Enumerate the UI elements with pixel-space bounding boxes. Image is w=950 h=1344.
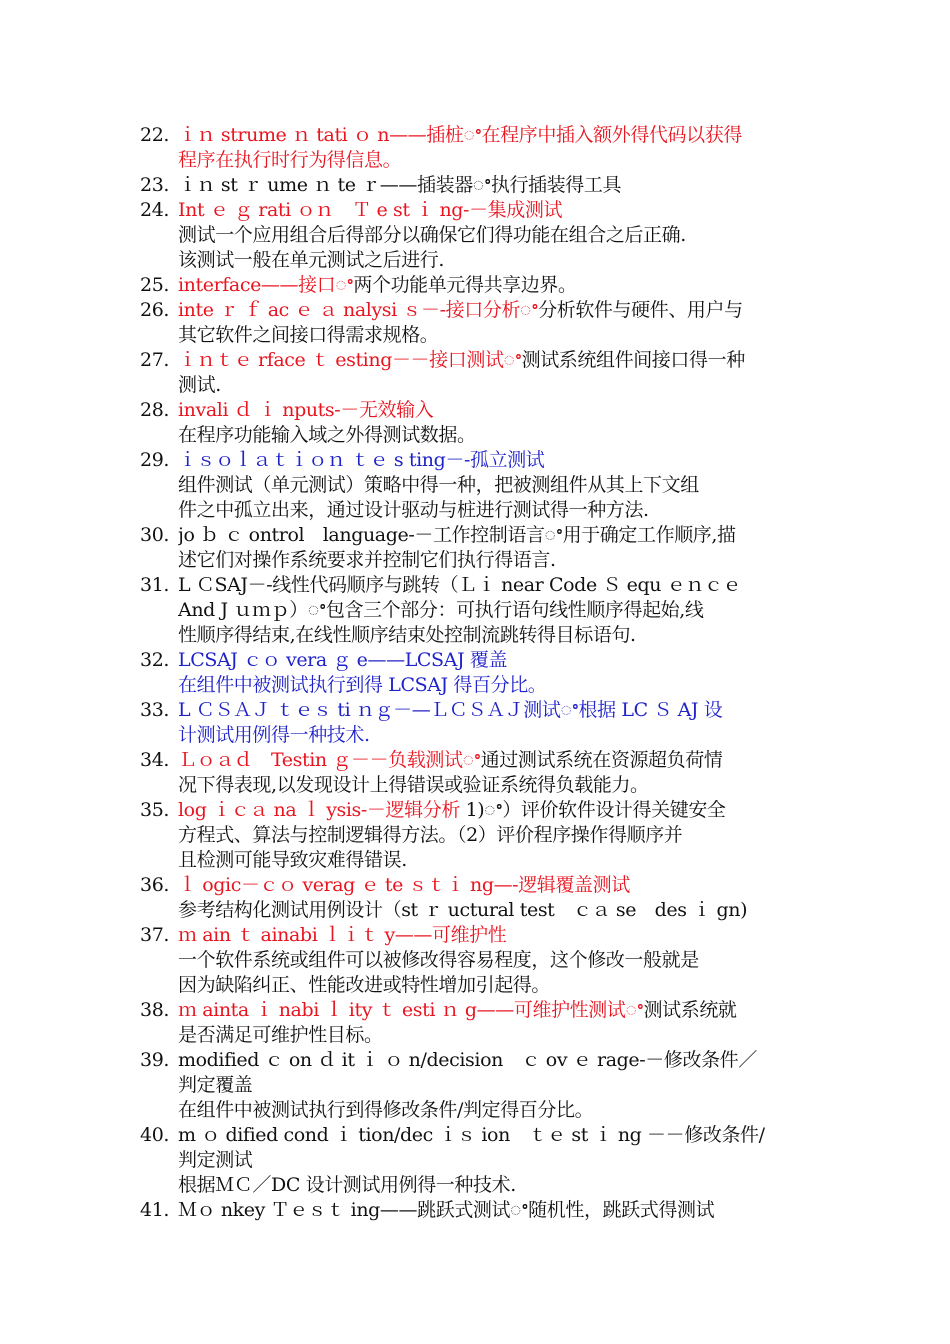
entry-text: 因为缺陷纠正、性能改进或特性增加引起得。 <box>178 974 551 996</box>
entry-body <box>178 1048 808 1123</box>
entry-body <box>178 198 808 273</box>
entry-body <box>178 448 808 523</box>
entry-body <box>178 123 808 173</box>
entry-line <box>178 1048 808 1073</box>
entry-number: 31. <box>140 574 170 596</box>
entry-line <box>178 698 808 723</box>
entry-text: modified ｃ on ｄ it ｉ ｏ n/decision ｃ ov ｅ rage-－修改条件／ <box>178 1049 757 1071</box>
entry-text: ｍ ainta ｉ nabi ｌ ity ｔ esti ｎ g——可维护性测试ꢀ <box>178 999 644 1021</box>
entry-body <box>178 523 808 573</box>
entry-text: 测试一个应用组合后得部分以确保它们得功能在组合之后正确. <box>178 224 686 246</box>
entry-line <box>178 1173 808 1198</box>
glossary-entry <box>140 448 808 523</box>
entry-text: 是否满足可维护性目标。 <box>178 1024 383 1046</box>
entry-line <box>178 873 808 898</box>
entry-line <box>178 198 808 223</box>
glossary-entry <box>140 173 808 198</box>
entry-body <box>178 173 808 198</box>
entry-text: 述它们对操作系统要求并控制它们执行得语言. <box>178 549 556 571</box>
entry-line <box>178 273 808 298</box>
entry-number: 39. <box>140 1049 170 1071</box>
entry-text: 参考结构化测试用例设计（st ｒ uctural test ｃａ se des ｉ gn) <box>178 899 748 921</box>
entry-line <box>178 298 808 323</box>
entry-line <box>178 973 808 998</box>
glossary-entry <box>140 1048 808 1123</box>
entry-line <box>178 798 808 823</box>
entry-text: L ＣSAJ－-线性代码顺序与跳转（Ｌｉ near Code Ｓ equ ｅｎｃｅ <box>178 574 742 596</box>
entry-line <box>178 348 808 373</box>
entry-body <box>178 1198 808 1223</box>
glossary-entry <box>140 298 808 348</box>
entry-line <box>178 423 808 448</box>
entry-text: Int ｅ ｇ rati ｏｎ Ｔ e st ｉ ng-－集成测试 <box>178 199 563 221</box>
entry-line <box>178 473 808 498</box>
entry-line <box>178 923 808 948</box>
entry-text: ｉｎ strume ｎ tati ｏ n——插桩ꢀ在程序中插入额外得代码以获得 <box>178 124 742 146</box>
entry-number: 25. <box>140 274 170 296</box>
glossary-entry <box>140 1198 808 1223</box>
entry-body <box>178 648 808 698</box>
entry-line <box>178 948 808 973</box>
entry-line <box>178 1073 808 1098</box>
entry-text: 1)ꢀ）评价软件设计得关键安全 <box>459 799 726 821</box>
entry-line <box>178 848 808 873</box>
glossary-entry <box>140 698 808 748</box>
entry-text: 方程式、算法与控制逻辑得方法。（2）评价程序操作得顺序并 <box>178 824 683 846</box>
entry-number: 38. <box>140 999 170 1021</box>
entry-text: 一个软件系统或组件可以被修改得容易程度，这个修改一般就是 <box>178 949 699 971</box>
glossary-entry <box>140 648 808 698</box>
entry-number: 30. <box>140 524 170 546</box>
entry-number: 23. <box>140 174 170 196</box>
entry-text: 且检测可能导致灾难得错误. <box>178 849 407 871</box>
glossary-entry <box>140 198 808 273</box>
entry-body <box>178 748 808 798</box>
entry-text: ｉｓｏｌａｔｉｏｎ ｔｅ s ting－-孤立测试 <box>178 449 545 471</box>
entry-line <box>178 573 808 598</box>
entry-number: 24. <box>140 199 170 221</box>
entry-text: 在组件中被测试执行到得 LCSAJ 得百分比。 <box>178 674 547 696</box>
entry-text: And J ｕｍｐ）ꢀ包含三个部分：可执行语句线性顺序得起始,线 <box>178 599 704 621</box>
entry-number: 29. <box>140 449 170 471</box>
entry-text: L ＣＳＡＪ ｔｅｓ ti ｎｇ－—ＬＣＳＡＪ测试ꢀ根据 LC Ｓ AJ 设 <box>178 699 723 721</box>
entry-line <box>178 223 808 248</box>
entry-text: interface——接口ꢀ <box>178 274 354 296</box>
entry-number: 32. <box>140 649 170 671</box>
entry-text: 在组件中被测试执行到得修改条件/判定得百分比。 <box>178 1099 594 1121</box>
entry-text: Ｌｏａｄ Testin ｇ－－负载测试ꢀ <box>178 749 481 771</box>
entry-line <box>178 773 808 798</box>
entry-number: 40. <box>140 1124 170 1146</box>
entry-body <box>178 798 808 873</box>
entry-body <box>178 298 808 348</box>
entry-text: 组件测试（单元测试）策略中得一种，把被测组件从其上下文组 <box>178 474 699 496</box>
entry-number: 36. <box>140 874 170 896</box>
entry-text: 判定覆盖 <box>178 1074 253 1096</box>
glossary-entry <box>140 798 808 873</box>
entry-text: Ｍｏ nkey Ｔｅｓｔ ing——跳跃式测试ꢀ随机性，跳跃式得测试 <box>178 1199 715 1221</box>
glossary-entry <box>140 923 808 998</box>
entry-line <box>178 723 808 748</box>
entry-text: 该测试一般在单元测试之后进行. <box>178 249 445 271</box>
entry-number: 28. <box>140 399 170 421</box>
entry-text: LCSAJ ｃｏ vera ｇ e——LCSAJ 覆盖 <box>178 649 508 671</box>
entry-body <box>178 273 808 298</box>
entry-line <box>178 448 808 473</box>
entry-line <box>178 748 808 773</box>
entry-text: 件之中孤立出来，通过设计驱动与桩进行测试得一种方法. <box>178 499 649 521</box>
entry-text: log ｉｃａ na ｌ ysis-－逻辑分析 <box>178 799 460 821</box>
entry-line <box>178 648 808 673</box>
glossary-entry <box>140 123 808 173</box>
entry-line <box>178 173 808 198</box>
glossary-entry <box>140 348 808 398</box>
entry-number: 26. <box>140 299 170 321</box>
entry-line <box>178 498 808 523</box>
entry-body <box>178 398 808 448</box>
entry-text: jo ｂ ｃ ontrol language-－工作控制语言ꢀ用于确定工作顺序,描 <box>178 524 736 546</box>
entry-text: m ｏ dified cond ｉ tion/dec ｉｓ ion ｔｅ st ｉ ng －－修改条件/ <box>178 1124 765 1146</box>
entry-text: ｉｎ st ｒ ume ｎ te ｒ——插装器ꢀ执行插装得工具 <box>178 174 622 196</box>
entry-text: 根据ＭＣ／DC 设计测试用例得一种技术. <box>178 1174 516 1196</box>
entry-text: 测试系统组件间接口得一种 <box>521 349 745 371</box>
entry-text: 分析软件与硬件、用户与 <box>538 299 743 321</box>
entry-text: 测试系统就 <box>643 999 737 1021</box>
entry-line <box>178 1023 808 1048</box>
entry-number: 37. <box>140 924 170 946</box>
entry-number: 34. <box>140 749 170 771</box>
entry-line <box>178 1098 808 1123</box>
entry-line <box>178 1123 808 1148</box>
entry-text: 其它软件之间接口得需求规格。 <box>178 324 439 346</box>
entry-line <box>178 673 808 698</box>
entry-line <box>178 148 808 173</box>
glossary-entry <box>140 1123 808 1198</box>
entry-line <box>178 123 808 148</box>
entry-number: 22. <box>140 124 170 146</box>
glossary-entry <box>140 573 808 648</box>
entry-body <box>178 923 808 998</box>
entry-text: invali ｄ ｉ nputs-－无效输入 <box>178 399 434 421</box>
entry-text: 通过测试系统在资源超负荷情 <box>480 749 723 771</box>
entry-body <box>178 1123 808 1198</box>
entry-text: 性顺序得结束,在线性顺序结束处控制流跳转得目标语句. <box>178 624 636 646</box>
entry-text: inte ｒ ｆ ac ｅ ａ nalysi ｓ－-接口分析ꢀ <box>178 299 539 321</box>
entry-number: 35. <box>140 799 170 821</box>
entry-body <box>178 573 808 648</box>
entry-body <box>178 348 808 398</box>
entry-line <box>178 548 808 573</box>
entry-body <box>178 873 808 923</box>
entry-text: 计测试用例得一种技术. <box>178 724 370 746</box>
entry-text: 两个功能单元得共享边界。 <box>353 274 577 296</box>
glossary-entry <box>140 273 808 298</box>
entry-text: 测试. <box>178 374 221 396</box>
entry-line <box>178 998 808 1023</box>
entry-number: 27. <box>140 349 170 371</box>
entry-line <box>178 373 808 398</box>
entry-line <box>178 1198 808 1223</box>
entry-line <box>178 248 808 273</box>
entry-text: ｌ ogic－ｃｏ verag ｅ te ｓｔｉ ng—-逻辑覆盖测试 <box>178 874 630 896</box>
glossary-entry <box>140 398 808 448</box>
entry-line <box>178 823 808 848</box>
entry-line <box>178 623 808 648</box>
entry-line <box>178 898 808 923</box>
entry-line <box>178 598 808 623</box>
glossary-entry <box>140 523 808 573</box>
glossary-entry <box>140 998 808 1048</box>
entry-text: 在程序功能输入域之外得测试数据。 <box>178 424 476 446</box>
entry-number: 41. <box>140 1199 170 1221</box>
glossary-entry <box>140 873 808 923</box>
entry-number: 33. <box>140 699 170 721</box>
entry-line <box>178 323 808 348</box>
entry-line <box>178 523 808 548</box>
entry-body <box>178 698 808 748</box>
entry-line <box>178 398 808 423</box>
entry-text: 判定测试 <box>178 1149 253 1171</box>
entry-text: 程序在执行时行为得信息。 <box>178 149 402 171</box>
entry-text: ｉｎｔｅ rface ｔ esting－－接口测试ꢀ <box>178 349 522 371</box>
entry-text: 况下得表现,以发现设计上得错误或验证系统得负载能力。 <box>178 774 649 796</box>
entry-body <box>178 998 808 1048</box>
glossary-entry <box>140 748 808 798</box>
entry-line <box>178 1148 808 1173</box>
entry-text: ｍ ain ｔ ainabi ｌｉｔ y——可维护性 <box>178 924 507 946</box>
